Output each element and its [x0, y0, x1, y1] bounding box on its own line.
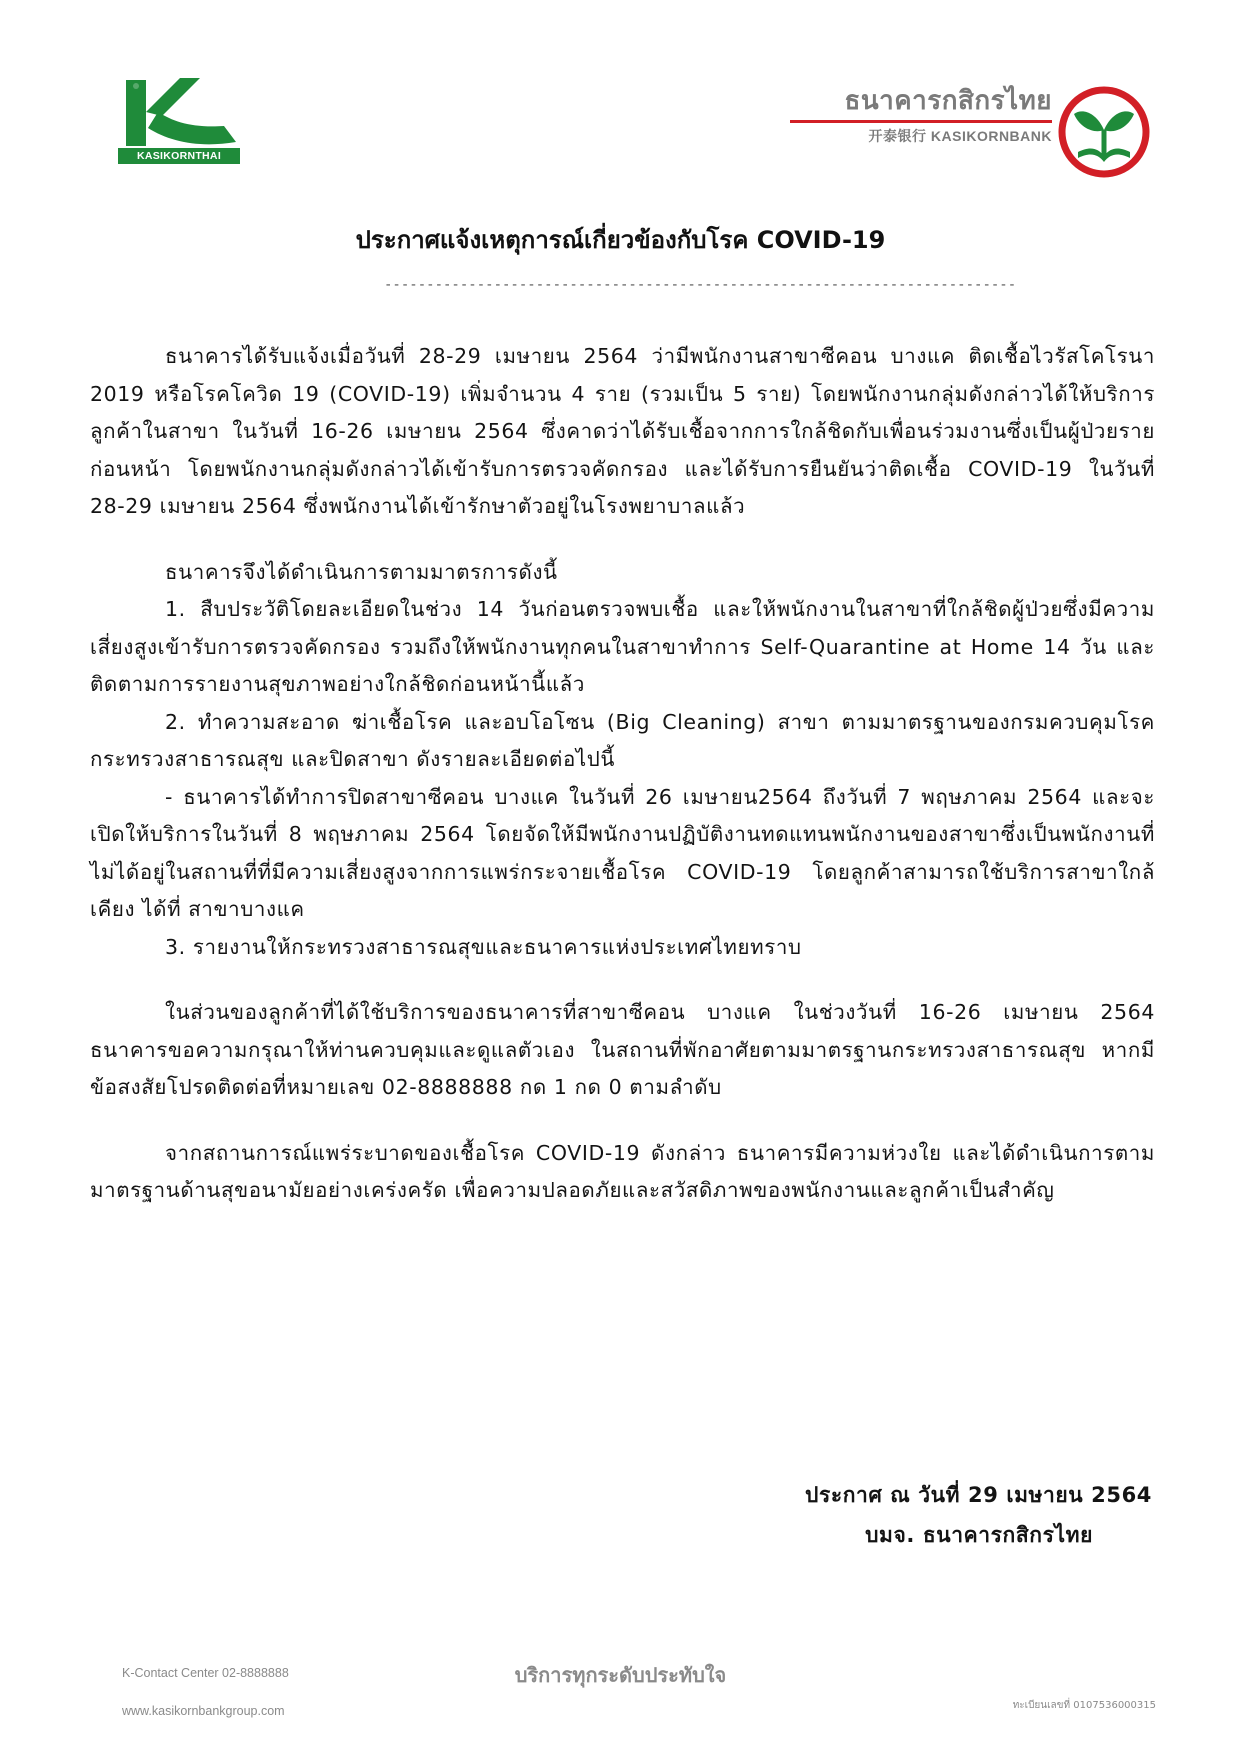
paragraph-customers: ในส่วนของลูกค้าที่ได้ใช้บริการของธนาคารที่สาขาซีคอน บางแค ในช่วงวันที่ 16-26 เมษายน 2564 ธนาคารขอความกรุณาให้ท่านควบคุมและดูแลตัวเอง ในสถานที่พักอาศัยตามมาตรฐานกระทรวงสาธารณสุข หากมีข้อสงสัยโปรดติดต่อที่หมายเลข 02-8888888 กด 1 กด 0 ตามลำดับ [90, 1000, 1155, 1099]
measure-item-3: 3. รายงานให้กระทรวงสาธารณสุขและธนาคารแห่งประเทศไทยทราบ [165, 934, 802, 959]
page-title: ประกาศแจ้งเหตุการณ์เกี่ยวข้องกับโรค COVID-19 [355, 226, 886, 254]
paragraph-measures-intro: ธนาคารจึงได้ดำเนินการตามมาตรการดังนี้ [165, 559, 558, 584]
registration-number: ทะเบียนเลขที่ 0107536000315 [1012, 1700, 1156, 1711]
measure-item-1: 1. สืบประวัติโดยละเอียดในช่วง 14 วันก่อนตรวจพบเชื้อ และให้พนักงานในสาขาที่ใกล้ชิดผู้ป่วยซึ่งมีความเสี่ยงสูงเข้ารับการตรวจคัดกรอง รวมถึงให้พนักงานทุกคนในสาขาทำการ Self-Quarantine at Home 14 วัน และติดตามการรายงานสุขภาพอย่างใกล้ชิดก่อนหน้านี้แล้ว [90, 597, 1155, 696]
measure-item-2-detail: - ธนาคารได้ทำการปิดสาขาซีคอน บางแค ในวันที่ 26 เมษายน2564 ถึงวันที่ 7 พฤษภาคม 2564 และจะเปิดให้บริการในวันที่ 8 พฤษภาคม 2564 โดยจัดให้มีพนักงานปฏิบัติงานทดแทนพนักงานของสาขาซึ่งเป็นพนักงานที่ไม่ได้อยู่ในสถานที่ที่มีความเสี่ยงสูงจากการแพร่กระจายเชื้อโรค COVID-19 โดยลูกค้าสามารถใช้บริการสาขาใกล้เคียง ได้ที่ สาขาบางแค [90, 784, 1155, 921]
website-link[interactable]: www.kasikornbankgroup.com [122, 1704, 285, 1718]
bank-name-divider [790, 120, 1052, 123]
contact-center: K-Contact Center 02-8888888 [122, 1666, 289, 1680]
kasikornbank-wordmark [790, 84, 1052, 147]
footer-slogan: บริการทุกระดับประทับใจ [514, 1663, 727, 1687]
paragraph-closing: จากสถานการณ์แพร่ระบาดของเชื้อโรค COVID-19 ดังกล่าว ธนาคารมีความห่วงใย และได้ดำเนินการตามมาตรฐานด้านสุขอนามัยอย่างเคร่งครัด เพื่อความปลอดภัยและสวัสดิภาพของพนักงานและลูกค้าเป็นสำคัญ [90, 1140, 1155, 1202]
paragraph-incident: ธนาคารได้รับแจ้งเมื่อวันที่ 28-29 เมษายน 2564 ว่ามีพนักงานสาขาซีคอน บางแค ติดเชื้อไวรัสโคโรนา 2019 หรือโรคโควิด 19 (COVID-19) เพิ่มจำนวน 4 ราย (รวมเป็น 5 ราย) โดยพนักงานกลุ่มดังกล่าวได้ให้บริการลูกค้าในสาขา ในวันที่ 16-26 เมษายน 2564 ซึ่งคาดว่าได้รับเชื้อจากการใกล้ชิดกับเพื่อนร่วมงานซึ่งเป็นผู้ป่วยรายก่อนหน้า โดยพนักงานกลุ่มดังกล่าวได้เข้ารับการตรวจคัดกรอง และได้รับการยืนยันว่าติดเชื้อ COVID-19 ในวันที่ 28-29 เมษายน 2564 ซึ่งพนักงานได้เข้ารักษาตัวอยู่ในโรงพยาบาลแล้ว [90, 344, 1155, 518]
kasikornthai-logo [118, 72, 240, 164]
k-logo-icon [118, 72, 240, 150]
announcement-date: ประกาศ ณ วันที่ 29 เมษายน 2564 [805, 1483, 1152, 1507]
announcement-body [90, 338, 1155, 1210]
kasikornbank-emblem-icon [1058, 86, 1150, 178]
measure-item-2: 2. ทำความสะอาด ฆ่าเชื้อโรค และอบโอโซน (Big Cleaning) สาขา ตามมาตรฐานของกรมควบคุมโรค กระทรวงสาธารณสุข และปิดสาขา ดังรายละเอียดต่อไปนี้ [90, 709, 1155, 771]
bank-name-english: 开泰银行 KASIKORNBANK [868, 128, 1052, 144]
title-divider: --------------------------------------------------------------------------- [384, 277, 1017, 293]
kasikornthai-label: KASIKORNTHAI [118, 148, 240, 164]
issuer-name: บมจ. ธนาคารกสิกรไทย [865, 1523, 1093, 1547]
bank-name-thai: ธนาคารกสิกรไทย [844, 86, 1052, 116]
